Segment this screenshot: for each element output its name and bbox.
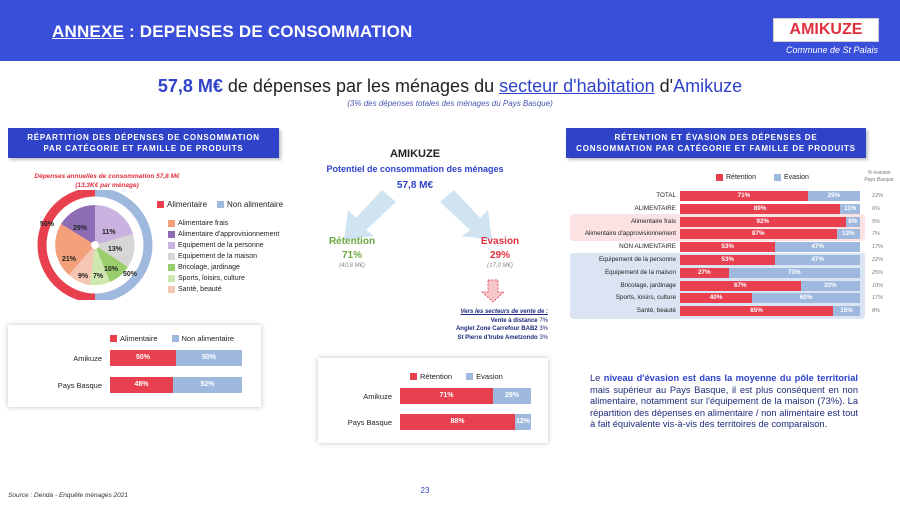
page-title-prefix: ANNEXE — [52, 22, 125, 41]
breakdown-bar — [680, 242, 860, 252]
evasion-segment: 47% — [775, 242, 860, 252]
breakdown-bar — [680, 217, 860, 227]
legend-item — [168, 251, 279, 262]
left-section-band — [8, 128, 279, 158]
legend-item — [168, 240, 279, 251]
legend-label: Sports, loisirs, culture — [178, 275, 245, 282]
legend-alimentaire — [157, 200, 207, 209]
legend-item — [168, 262, 279, 273]
para-bold: niveau d'évasion est dans la moyenne du pôle territorial — [603, 373, 858, 383]
retention-segment: 89% — [680, 204, 840, 214]
center-subtitle: Potentiel de consommation des ménages — [326, 164, 504, 174]
legend-swatch — [168, 286, 175, 293]
center-title: AMIKUZE — [389, 148, 441, 160]
legend-label: Evasion — [476, 372, 503, 381]
page-title — [52, 22, 413, 42]
retention-bar-pays-basque: 88% — [400, 414, 515, 430]
headline-text2: d' — [654, 76, 674, 96]
legend-label: Rétention — [726, 174, 756, 181]
breakdown-row-label: ALIMENTAIRE — [634, 204, 676, 212]
breakdown-bar — [680, 229, 860, 239]
ev-header-line1: % évasion — [867, 170, 891, 176]
arrow-evasion-icon — [440, 190, 492, 240]
breakdown-row — [566, 280, 884, 292]
sector-pct: 3% — [537, 326, 548, 333]
sector-name: Vente à distance — [490, 317, 538, 324]
breakdown-row-label: Sports, loisirs, culture — [615, 294, 676, 302]
donut-title-line2: (13,3K€ par ménage) — [75, 182, 139, 189]
headline-amount: 57,8 M€ — [157, 76, 223, 96]
breakdown-row-label: TOTAL — [656, 192, 676, 199]
ev-header-line2: Pays Basque — [864, 177, 894, 183]
donut-label-s5: 7% — [93, 273, 104, 280]
legend-swatch-blue — [172, 335, 179, 342]
right-section-band — [566, 128, 866, 158]
breakdown-row — [566, 241, 884, 253]
donut-label-s6: 9% — [78, 273, 89, 280]
legend-label: Bricolage, jardinage — [178, 264, 240, 271]
legend-label: Santé, beauté — [178, 286, 222, 293]
sector-pct: 3% — [537, 334, 548, 341]
breakdown-bar — [680, 204, 860, 214]
legend-item — [168, 273, 279, 284]
split-bar-amikuze-alimentaire: 50% — [110, 350, 176, 366]
legend-label: Equipement de la personne — [178, 242, 264, 249]
right-band-line1: RÉTENTION ET ÉVASION DES DÉPENSES DE — [614, 133, 818, 142]
food-split-legend — [110, 334, 234, 343]
breakdown-row-label: NON ALIMENTAIRE — [619, 243, 676, 251]
donut-title — [12, 172, 202, 190]
legend-item — [168, 229, 279, 240]
evasion-pb-header — [860, 170, 898, 184]
legend-label: Rétention — [420, 372, 453, 381]
donut-label-outer-blue: 50% — [123, 271, 138, 278]
evasion-pb-value: 25% — [872, 269, 884, 276]
retention-label: Rétention — [328, 236, 376, 247]
donut-sub-legend — [168, 218, 279, 295]
evasion-pb-value: 17% — [872, 244, 884, 251]
sector-name: St Pierre d'Irube Ametzondo — [457, 334, 538, 341]
legend-non-alimentaire-label: Non alimentaire — [227, 200, 284, 209]
breakdown-row-label: Alimentaire d'approvisionnement — [584, 230, 676, 238]
legend-swatch-red — [110, 335, 117, 342]
retention-amount: (40,8 M€) — [339, 263, 365, 269]
breakdown-bar — [680, 293, 860, 303]
retention-row-label-pays-basque: Pays Basque — [347, 418, 392, 427]
evasion-segment: 73% — [729, 268, 860, 278]
donut-label-s2: 11% — [102, 229, 116, 236]
retention-segment: 85% — [680, 306, 833, 316]
breakdown-row-label: Alimentaire frais — [630, 217, 676, 225]
headline-brand: Amikuze — [673, 76, 743, 96]
legend-label: Alimentaire — [120, 334, 158, 343]
para-part1: Le — [590, 373, 604, 383]
retention-segment: 53% — [680, 242, 775, 252]
breakdown-row-label: Santé, beauté — [636, 307, 676, 315]
donut-title-line1: Dépenses annuelles de consommation 57,8 M€ — [34, 173, 180, 180]
evasion-segment: 47% — [775, 255, 860, 265]
evasion-amount: (17,0 M€) — [487, 263, 513, 269]
page-title-suffix: : DEPENSES DE CONSOMMATION — [124, 22, 413, 41]
legend-swatch-blue — [217, 201, 224, 208]
arrow-retention-icon — [344, 190, 396, 240]
breakdown-bar — [680, 191, 860, 201]
legend-label: Equipement de la maison — [178, 253, 257, 260]
legend-evasion — [774, 174, 809, 181]
evasion-segment: 11% — [840, 204, 860, 214]
donut-label-outer-red: 50% — [40, 221, 55, 228]
para-part2: mais supérieur au Pays Basque, il est plus conséquent en non alimentaire, notamment sur l'équipement de la maison (73%). La répartition des dépenses en alimentaire / non alimentaire est tout à fait équivalente vis-à-vis des territoires de comparaison. — [590, 384, 858, 430]
retention-segment: 71% — [680, 191, 808, 201]
sector-name: Anglet Zone Carrefour BAB2 — [455, 326, 538, 333]
legend-swatch — [168, 264, 175, 271]
right-band-line2: CONSOMMATION PAR CATÉGORIE ET FAMILLE DE PRODUITS — [576, 144, 856, 153]
brand-subtitle: Commune de St Palais — [785, 45, 878, 55]
evasion-pb-value: 6% — [872, 205, 880, 212]
legend-label: Alimentaire frais — [178, 220, 229, 227]
evasion-pb-value: 7% — [872, 231, 880, 238]
legend-label: Alimentaire d'approvisionnement — [178, 231, 280, 238]
evasion-segment: 13% — [837, 229, 860, 239]
retention-bar-amikuze: 71% — [400, 388, 493, 404]
legend-swatch — [168, 253, 175, 260]
breakdown-row-label: Equipement de la personne — [598, 256, 676, 263]
split-bar-pb-non-alimentaire: 52% — [173, 377, 242, 393]
retention-segment: 40% — [680, 293, 752, 303]
evasion-pb-value: 5% — [872, 218, 880, 225]
donut-main-legend — [157, 200, 283, 209]
split-row-label-pays-basque: Pays Basque — [57, 381, 102, 390]
legend-item — [168, 218, 279, 229]
legend-alimentaire-label: Alimentaire — [167, 200, 208, 209]
headline-text1: de dépenses par les ménages du — [222, 76, 500, 96]
breakdown-row-label: Bricolage, jardinage — [620, 281, 676, 289]
legend-swatch — [168, 220, 175, 227]
evasion-pct: 29% — [489, 250, 510, 261]
breakdown-row — [566, 267, 884, 279]
left-band-line2: PAR CATÉGORIE ET FAMILLE DE PRODUITS — [43, 144, 244, 153]
legend-label: Non alimentaire — [181, 334, 235, 343]
evasion-sectors — [440, 308, 548, 342]
evasion-pb-value: 12% — [872, 193, 884, 199]
retention-segment: 53% — [680, 255, 775, 265]
evasion-segment: 60% — [752, 293, 860, 303]
breakdown-row — [566, 203, 880, 215]
legend-swatch-blue — [466, 373, 473, 380]
retention-pct: 71% — [341, 250, 362, 261]
brand-logo: AMIKUZE — [773, 18, 879, 42]
headline — [0, 76, 900, 97]
retention-segment: 67% — [680, 281, 801, 291]
breakdown-bar — [680, 306, 860, 316]
sector-pct: 7% — [537, 317, 548, 324]
legend-swatch-red — [157, 201, 164, 208]
evasion-segment: 15% — [833, 306, 860, 316]
legend-retention — [716, 174, 756, 181]
legend-swatch-blue — [774, 174, 781, 181]
breakdown-row — [566, 216, 880, 228]
arrow-down-dashed-icon — [482, 280, 504, 302]
donut-label-s1: 29% — [73, 225, 88, 232]
page-number: 23 — [420, 486, 430, 495]
retention-row-label-amikuze: Amikuze — [363, 392, 392, 401]
split-bar-pb-alimentaire: 48% — [110, 377, 173, 393]
evasion-segment: 8% — [846, 217, 860, 227]
split-bar-amikuze-non-alimentaire: 50% — [176, 350, 242, 366]
commentary-paragraph — [590, 373, 858, 431]
evasion-label: Evasion — [480, 236, 520, 247]
evasion-pb-value: 17% — [872, 295, 884, 302]
breakdown-row — [566, 305, 880, 317]
legend-non-alimentaire — [217, 200, 283, 209]
breakdown-bar — [680, 268, 860, 278]
sector-item — [440, 317, 548, 326]
donut-label-s3: 13% — [108, 246, 123, 253]
breakdown-bar — [680, 281, 860, 291]
evasion-segment: 33% — [801, 281, 860, 291]
retention-segment: 27% — [680, 268, 729, 278]
consumption-donut-chart — [30, 190, 160, 300]
donut-label-s7: 21% — [62, 256, 77, 263]
source-note: Source : Denda - Enquête ménages 2021 — [8, 492, 128, 499]
legend-swatch-red — [410, 373, 417, 380]
split-row-label-amikuze: Amikuze — [73, 354, 102, 363]
legend-swatch — [168, 242, 175, 249]
evasion-pb-value: 10% — [872, 282, 884, 289]
legend-alimentaire — [110, 334, 158, 343]
evasion-segment: 29% — [808, 191, 860, 201]
donut-label-s4: 10% — [104, 266, 119, 273]
headline-subtitle: (3% des dépenses totales des ménages du Pays Basque) — [347, 99, 553, 108]
sector-item — [440, 334, 548, 343]
breakdown-row — [566, 254, 884, 266]
breakdown-row-label: Equipement de la maison — [604, 268, 676, 276]
left-band-line1: RÉPARTITION DES DÉPENSES DE CONSOMMATION — [27, 133, 260, 142]
evasion-pb-value: 8% — [872, 308, 880, 315]
center-value: 57,8 M€ — [396, 180, 434, 191]
legend-swatch-red — [716, 174, 723, 181]
legend-label: Evasion — [783, 174, 809, 181]
evasion-bar-pays-basque: 12% — [515, 414, 531, 430]
legend-evasion — [466, 372, 503, 381]
legend-item — [168, 284, 279, 295]
sectors-title: Vers les secteurs de vente de : — [460, 309, 548, 315]
legend-swatch — [168, 231, 175, 238]
headline-link[interactable]: secteur d'habitation — [499, 76, 655, 96]
legend-swatch — [168, 275, 175, 282]
retention-segment: 92% — [680, 217, 846, 227]
breakdown-row — [566, 228, 880, 240]
sector-item — [440, 325, 548, 334]
breakdown-bar — [680, 255, 860, 265]
breakdown-row — [566, 292, 884, 304]
right-legend — [716, 174, 809, 181]
breakdown-row — [566, 190, 884, 202]
legend-non-alimentaire — [172, 334, 235, 343]
retention-panel-legend — [410, 372, 503, 381]
retention-segment: 87% — [680, 229, 837, 239]
legend-retention — [410, 372, 452, 381]
evasion-pb-value: 22% — [872, 257, 884, 263]
evasion-bar-amikuze: 29% — [493, 388, 531, 404]
